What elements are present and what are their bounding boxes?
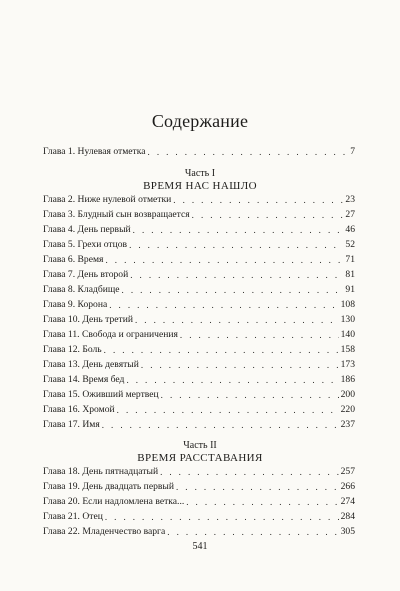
toc-leader-dots: [135, 313, 339, 327]
toc-entry-label: Глава 3. Блудный сын возвращается: [43, 209, 190, 220]
toc-entry-page: 46: [345, 224, 355, 235]
toc-entry-page: 200: [340, 389, 355, 400]
toc-leader-dots: [173, 193, 343, 207]
toc-entry: [43, 253, 355, 267]
toc-entry-label: Глава 10. День третий: [43, 314, 133, 325]
toc-entry-label: Глава 14. Время бед: [43, 374, 125, 385]
part-title: ВРЕМЯ РАССТАВАНИЯ: [137, 452, 263, 464]
toc-entry-label: Глава 1. Нулевая отметка: [43, 146, 146, 157]
toc-leader-dots: [105, 253, 343, 267]
toc-leader-dots: [161, 388, 339, 402]
toc-entry: [43, 388, 355, 402]
toc-entry-page: 23: [345, 194, 355, 205]
toc-entry: [43, 328, 355, 342]
toc-leader-dots: [180, 328, 339, 342]
toc-entry-page: 220: [340, 404, 355, 415]
toc-entry-page: 257: [340, 466, 355, 477]
toc-entry: [43, 283, 355, 297]
toc-entry-page: 71: [345, 254, 355, 265]
toc-entry-label: Глава 18. День пятнадцатый: [43, 466, 159, 477]
toc-entry-label: Глава 21. Отец: [43, 511, 103, 522]
toc-entry-page: 186: [340, 374, 355, 385]
toc-entry: [43, 510, 355, 524]
toc-entry-label: Глава 8. Кладбище: [43, 284, 120, 295]
page-title: Содержание: [151, 111, 249, 131]
toc-leader-dots: [160, 465, 339, 479]
toc-entry-page: 130: [340, 314, 355, 325]
toc-entry: [43, 268, 355, 282]
toc-leader-dots: [102, 418, 339, 432]
toc-leader-dots: [141, 358, 339, 372]
toc-entry-label: Глава 15. Оживший мертвец: [43, 389, 159, 400]
part-number: Часть I: [184, 168, 216, 179]
toc-entry-page: 284: [340, 511, 355, 522]
toc-entry-page: 274: [340, 496, 355, 507]
toc-entry-page: 27: [345, 209, 355, 220]
toc-entry-label: Глава 13. День девятый: [43, 359, 139, 370]
toc-entry: [43, 193, 355, 207]
toc-entry: [43, 465, 355, 479]
page-number: 541: [192, 541, 208, 552]
toc-leader-dots: [186, 495, 338, 509]
toc-leader-dots: [109, 298, 338, 312]
toc-entry-page: 158: [340, 344, 355, 355]
toc-entry: [43, 495, 355, 509]
toc-entry: [43, 403, 355, 417]
toc-leader-dots: [130, 268, 343, 282]
toc-entry-label: Глава 11. Свобода и ограничения: [43, 329, 178, 340]
toc-entry: [43, 525, 355, 539]
toc-entry-label: Глава 16. Хромой: [43, 404, 115, 415]
toc-entry-label: Глава 6. Время: [43, 254, 104, 265]
toc-entry-label: Глава 7. День второй: [43, 269, 129, 280]
toc-entry-label: Глава 12. Боль: [43, 344, 102, 355]
toc-leader-dots: [117, 403, 339, 417]
toc-entry-label: Глава 4. День первый: [43, 224, 131, 235]
toc-entry-page: 237: [340, 419, 355, 430]
toc-entry: [43, 418, 355, 432]
toc-entry: [43, 313, 355, 327]
toc-leader-dots: [133, 223, 344, 237]
toc-entry-label: Глава 9. Корона: [43, 299, 108, 310]
toc-leader-dots: [192, 208, 344, 222]
toc-leader-dots: [126, 373, 338, 387]
toc-entry-page: 140: [340, 329, 355, 340]
toc-entry-page: 173: [340, 359, 355, 370]
toc-entry: [43, 298, 355, 312]
toc-entry: [43, 480, 355, 494]
toc-entry-page: 52: [345, 239, 355, 250]
toc-entry-page: 108: [340, 299, 355, 310]
toc-leader-dots: [129, 238, 343, 252]
toc-leader-dots: [105, 510, 339, 524]
part-title: ВРЕМЯ НАС НАШЛО: [143, 180, 257, 192]
toc-entry: [43, 358, 355, 372]
toc-leader-dots: [148, 145, 349, 159]
toc-entry-page: 81: [345, 269, 355, 280]
toc-entry-page: 305: [340, 526, 355, 537]
part-number: Часть II: [183, 440, 217, 451]
toc-leader-dots: [167, 525, 338, 539]
toc-entry: [43, 373, 355, 387]
toc-entry: [43, 223, 355, 237]
toc-entry-label: Глава 19. День двадцать первый: [43, 481, 174, 492]
toc-leader-dots: [176, 480, 339, 494]
toc-entry: [43, 238, 355, 252]
toc-entry: [43, 145, 355, 159]
toc-entry: [43, 208, 355, 222]
toc-entry-label: Глава 22. Младенчество варга: [43, 526, 166, 537]
toc-entry: [43, 343, 355, 357]
toc-leader-dots: [104, 343, 339, 357]
toc-entry-page: 91: [345, 284, 355, 295]
toc-entry-page: 7: [350, 146, 355, 157]
toc-entry-label: Глава 5. Грехи отцов: [43, 239, 128, 250]
toc-leader-dots: [122, 283, 344, 297]
toc-entry-label: Глава 17. Имя: [43, 419, 100, 430]
toc-entry-page: 266: [340, 481, 355, 492]
toc-entry-label: Глава 20. Если надломлена ветка...: [43, 496, 185, 507]
toc-entry-label: Глава 2. Ниже нулевой отметки: [43, 194, 172, 205]
